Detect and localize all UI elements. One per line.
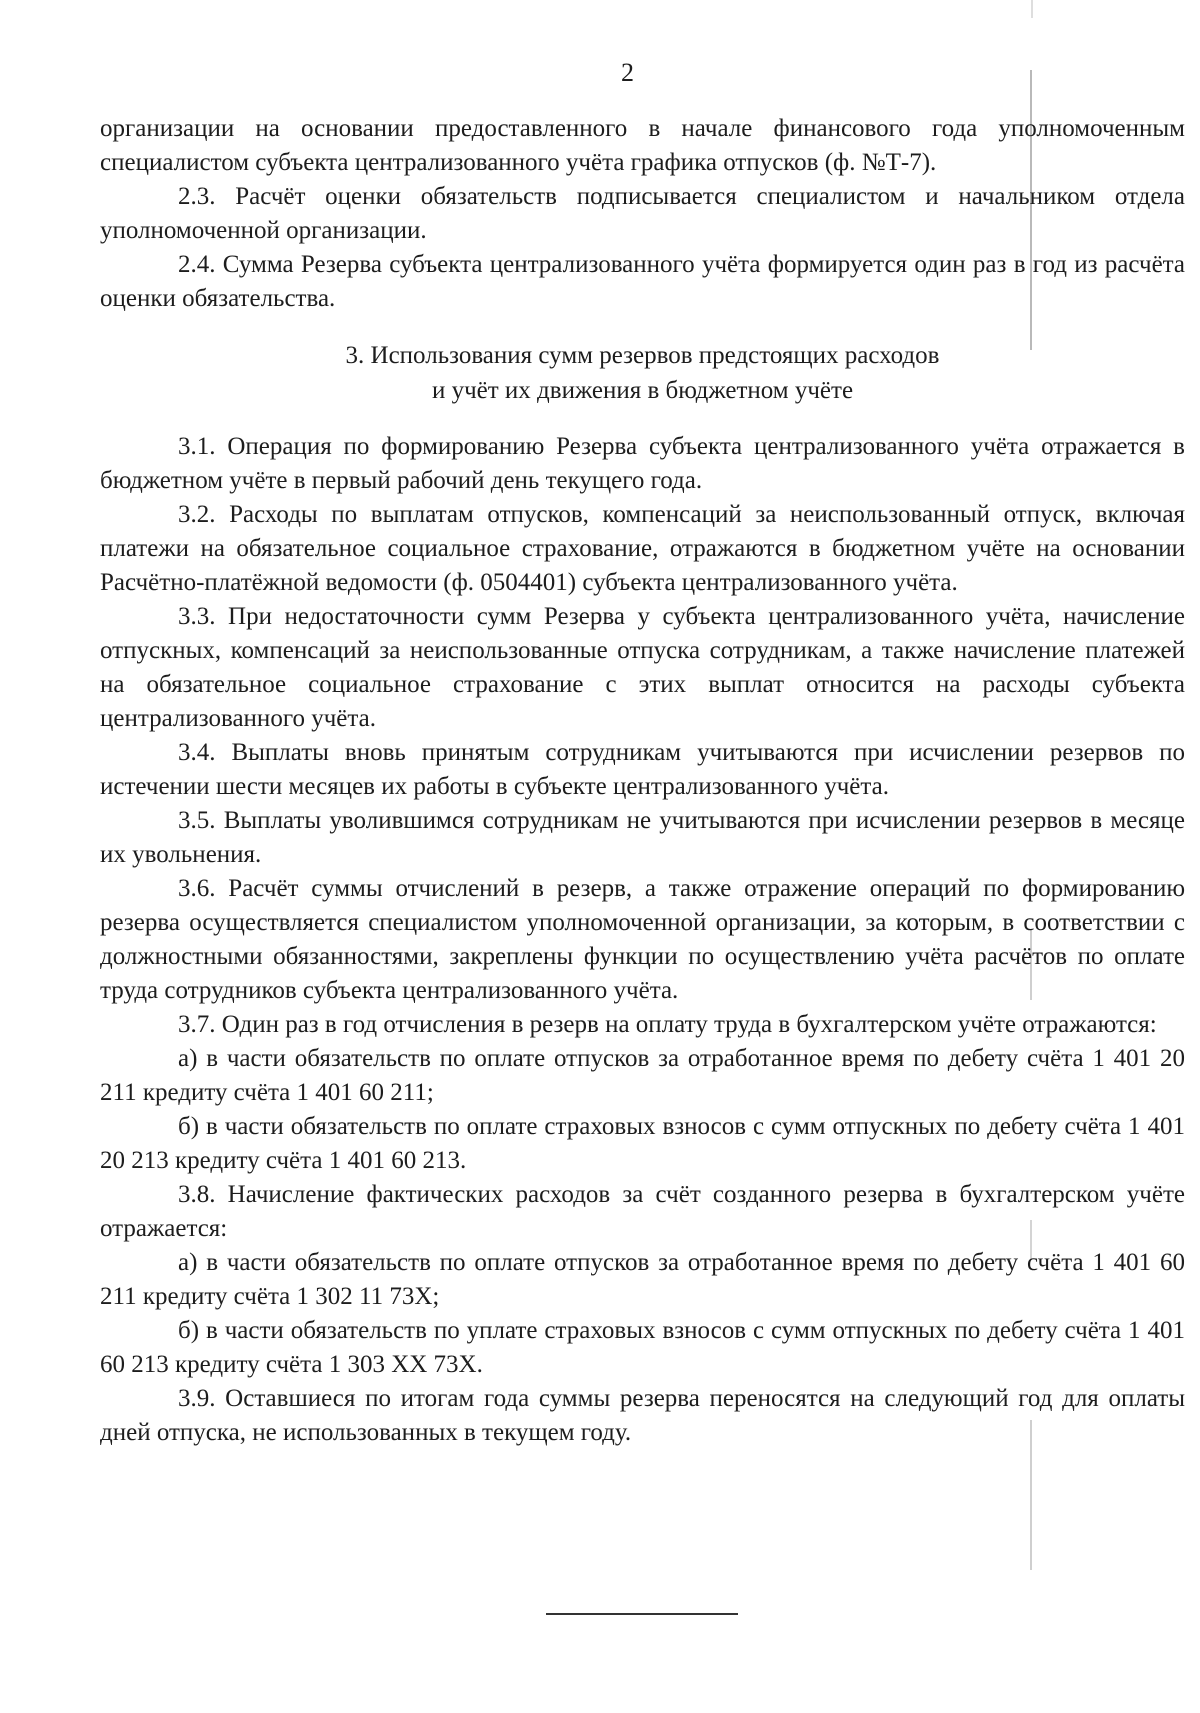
paragraph-3-8: 3.8. Начисление фактических расходов за счёт созданного резерва в бухгалтерском учёте отражается:: [100, 1181, 1185, 1242]
paragraph-3-5: 3.5. Выплаты уволившимся сотрудникам не учитываются при исчислении резервов в месяце их увольнения.: [100, 807, 1185, 868]
paragraph-3-8-a: а) в части обязательств по оплате отпусков за отработанное время по дебету счёта 1 401 60 211 кредиту счёта 1 302 11 73Х;: [100, 1249, 1185, 1310]
scan-artifact-line: [1031, 0, 1033, 18]
document-body: [100, 112, 1185, 1450]
end-of-text-rule: [546, 1613, 738, 1615]
paragraph-3-7: 3.7. Один раз в год отчисления в резерв на оплату труда в бухгалтерском учёте отражаются:: [178, 1011, 1157, 1038]
paragraph-3-2: 3.2. Расходы по выплатам отпусков, компенсаций за неиспользованный отпуск, включая платежи на обязательное социальное страхование, отражаются в бюджетном учёте на основании Расчётно-платёжной ведомости (ф. 0504401) субъекта централизованного учёта.: [100, 501, 1185, 596]
section-3-heading: [100, 338, 1185, 408]
paragraph-continuation: организации на основании предоставленного в начале финансового года уполномоченным специалистом субъекта централизованного учёта графика отпусков (ф. №Т-7).: [100, 115, 1185, 176]
page-number: 2: [621, 58, 634, 87]
paragraph-3-9: 3.9. Оставшиеся по итогам года суммы резерва переносятся на следующий год для оплаты дней отпуска, не использованных в текущем году.: [100, 1385, 1185, 1446]
paragraph-3-4: 3.4. Выплаты вновь принятым сотрудникам учитываются при исчислении резервов по истечении шести месяцев их работы в субъекте централизованного учёта.: [100, 739, 1185, 800]
paragraph-3-8-b: б) в части обязательств по уплате страховых взносов с сумм отпускных по дебету счёта 1 401 60 213 кредиту счёта 1 303 ХХ 73Х.: [100, 1317, 1185, 1378]
paragraph-3-7-a: а) в части обязательств по оплате отпусков за отработанное время по дебету счёта 1 401 20 211 кредиту счёта 1 401 60 211;: [100, 1045, 1185, 1106]
paragraph-2-4: 2.4. Сумма Резерва субъекта централизованного учёта формируется один раз в год из расчёта оценки обязательства.: [100, 251, 1185, 312]
paragraph-3-6: 3.6. Расчёт суммы отчислений в резерв, а также отражение операций по формированию резерва осуществляется специалистом уполномоченной организации, за которым, в соответствии с должностными обязанностями, закреплены функции по осуществлению учёта расчётов по оплате труда сотрудников субъекта централизованного учёта.: [100, 875, 1185, 1004]
paragraph-3-7-b: б) в части обязательств по оплате страховых взносов с сумм отпускных по дебету счёта 1 401 20 213 кредиту счёта 1 401 60 213.: [100, 1113, 1185, 1174]
paragraph-3-3: 3.3. При недостаточности сумм Резерва у субъекта централизованного учёта, начисление отпускных, компенсаций за неиспользованные отпуска сотрудникам, а также начисление платежей на обязательное социальное страхование с этих выплат относится на расходы субъекта централизованного учёта.: [100, 603, 1185, 732]
paragraph-2-3: 2.3. Расчёт оценки обязательств подписывается специалистом и начальником отдела уполномоченной организации.: [100, 183, 1185, 244]
section-3-heading-line-1: 3. Использования сумм резервов предстоящих расходов: [345, 342, 940, 369]
section-3-heading-line-2: и учёт их движения в бюджетном учёте: [431, 377, 854, 404]
paragraph-3-1: 3.1. Операция по формированию Резерва субъекта централизованного учёта отражается в бюджетном учёте в первый рабочий день текущего года.: [100, 433, 1185, 494]
